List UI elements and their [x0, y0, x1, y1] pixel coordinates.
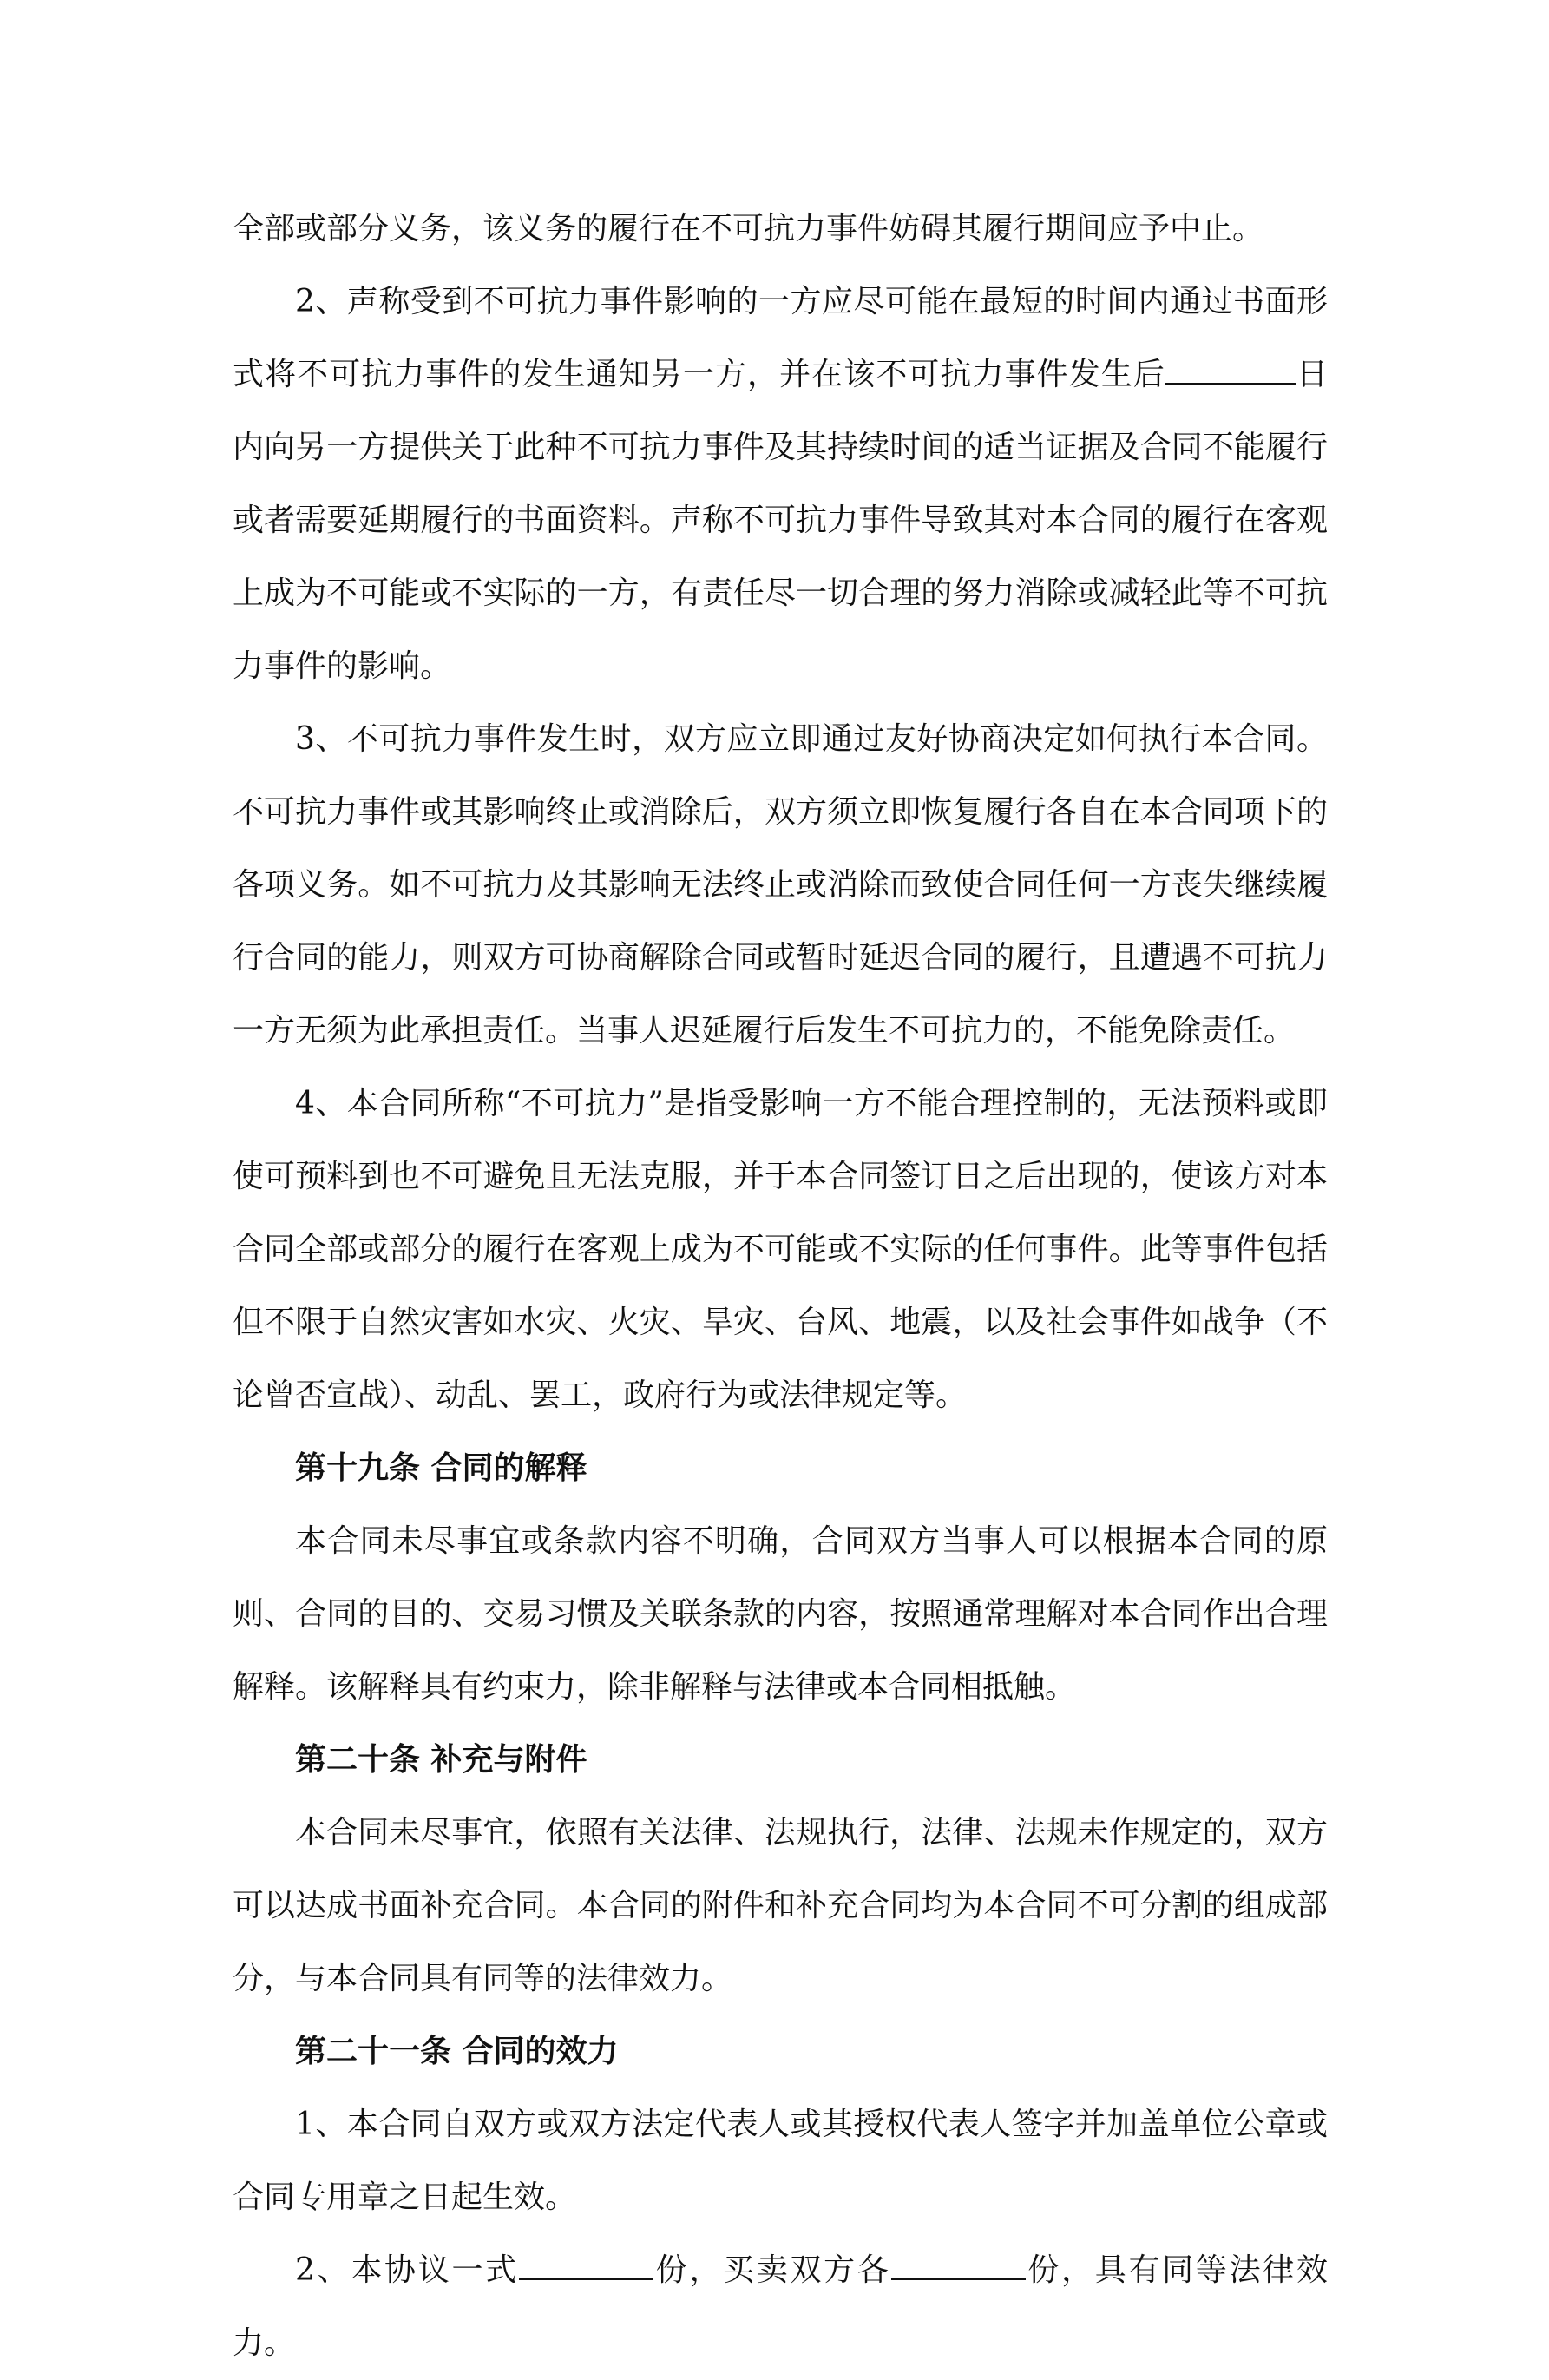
paragraph-force-majeure-2	[233, 266, 1328, 703]
paragraph-force-majeure-3: 3、不可抗力事件发生时，双方应立即通过友好协商决定如何执行本合同。不可抗力事件或其影响终止或消除后，双方须立即恢复履行各自在本合同项下的各项义务。如不可抗力及其影响无法终止或消除而致使合同任何一方丧失继续履行合同的能力，则双方可协商解除合同或暂时延迟合同的履行，且遭遇不可抗力一方无须为此承担责任。当事人迟延履行后发生不可抗力的，不能免除责任。	[233, 721, 1328, 1049]
paragraph-text: 2、本协议一式	[295, 2252, 519, 2288]
document-body	[233, 193, 1328, 2380]
article-19-paragraph: 本合同未尽事宜或条款内容不明确，合同双方当事人可以根据本合同的原则、合同的目的、交易习惯及关联条款的内容，按照通常理解对本合同作出合理解释。该解释具有约束力，除非解释与法律或本合同相抵触。	[233, 1523, 1328, 1705]
paragraph-text: 日内向另一方提供关于此种不可抗力事件及其持续时间的适当证据及合同不能履行或者需要延期履行的书面资料。声称不可抗力事件导致其对本合同的履行在客观上成为不可能或不实际的一方，有责任尽一切合理的努力消除或减轻此等不可抗力事件的影响。	[233, 357, 1328, 684]
article-21-paragraph-2	[233, 2234, 1328, 2380]
paragraph-continuation: 全部或部分义务，该义务的履行在不可抗力事件妨碍其履行期间应予中止。	[233, 211, 1264, 247]
article-21-paragraph-1: 1、本合同自双方或双方法定代表人或其授权代表人签字并加盖单位公章或合同专用章之日起生效。	[233, 2107, 1328, 2215]
article-21-heading: 第二十一条 合同的效力	[295, 2034, 619, 2069]
paragraph-text: 份，买卖双方各	[653, 2252, 891, 2288]
paragraph-text: 份，具有同等法律效力。	[233, 2252, 1328, 2361]
article-19-heading: 第十九条 合同的解释	[295, 1450, 587, 1486]
paragraph-text: 2、声称受到不可抗力事件影响的一方应尽可能在最短的时间内通过书面形式将不可抗力事件的发生通知另一方，并在该不可抗力事件发生后	[233, 284, 1328, 392]
fill-in-blank-days[interactable]	[1165, 357, 1296, 385]
article-20-heading: 第二十条 补充与附件	[295, 1742, 587, 1778]
paragraph-force-majeure-4: 4、本合同所称“不可抗力”是指受影响一方不能合理控制的，无法预料或即使可预料到也不可避免且无法克服，并于本合同签订日之后出现的，使该方对本合同全部或部分的履行在客观上成为不可能或不实际的任何事件。此等事件包括但不限于自然灾害如水灾、火灾、旱灾、台风、地震，以及社会事件如战争（不论曾否宣战）、动乱、罢工，政府行为或法律规定等。	[233, 1086, 1328, 1413]
fill-in-blank-copies-total[interactable]	[519, 2252, 653, 2280]
article-20-paragraph: 本合同未尽事宜，依照有关法律、法规执行，法律、法规未作规定的，双方可以达成书面补充合同。本合同的附件和补充合同均为本合同不可分割的组成部分，与本合同具有同等的法律效力。	[233, 1815, 1328, 1996]
fill-in-blank-copies-each[interactable]	[891, 2252, 1026, 2280]
